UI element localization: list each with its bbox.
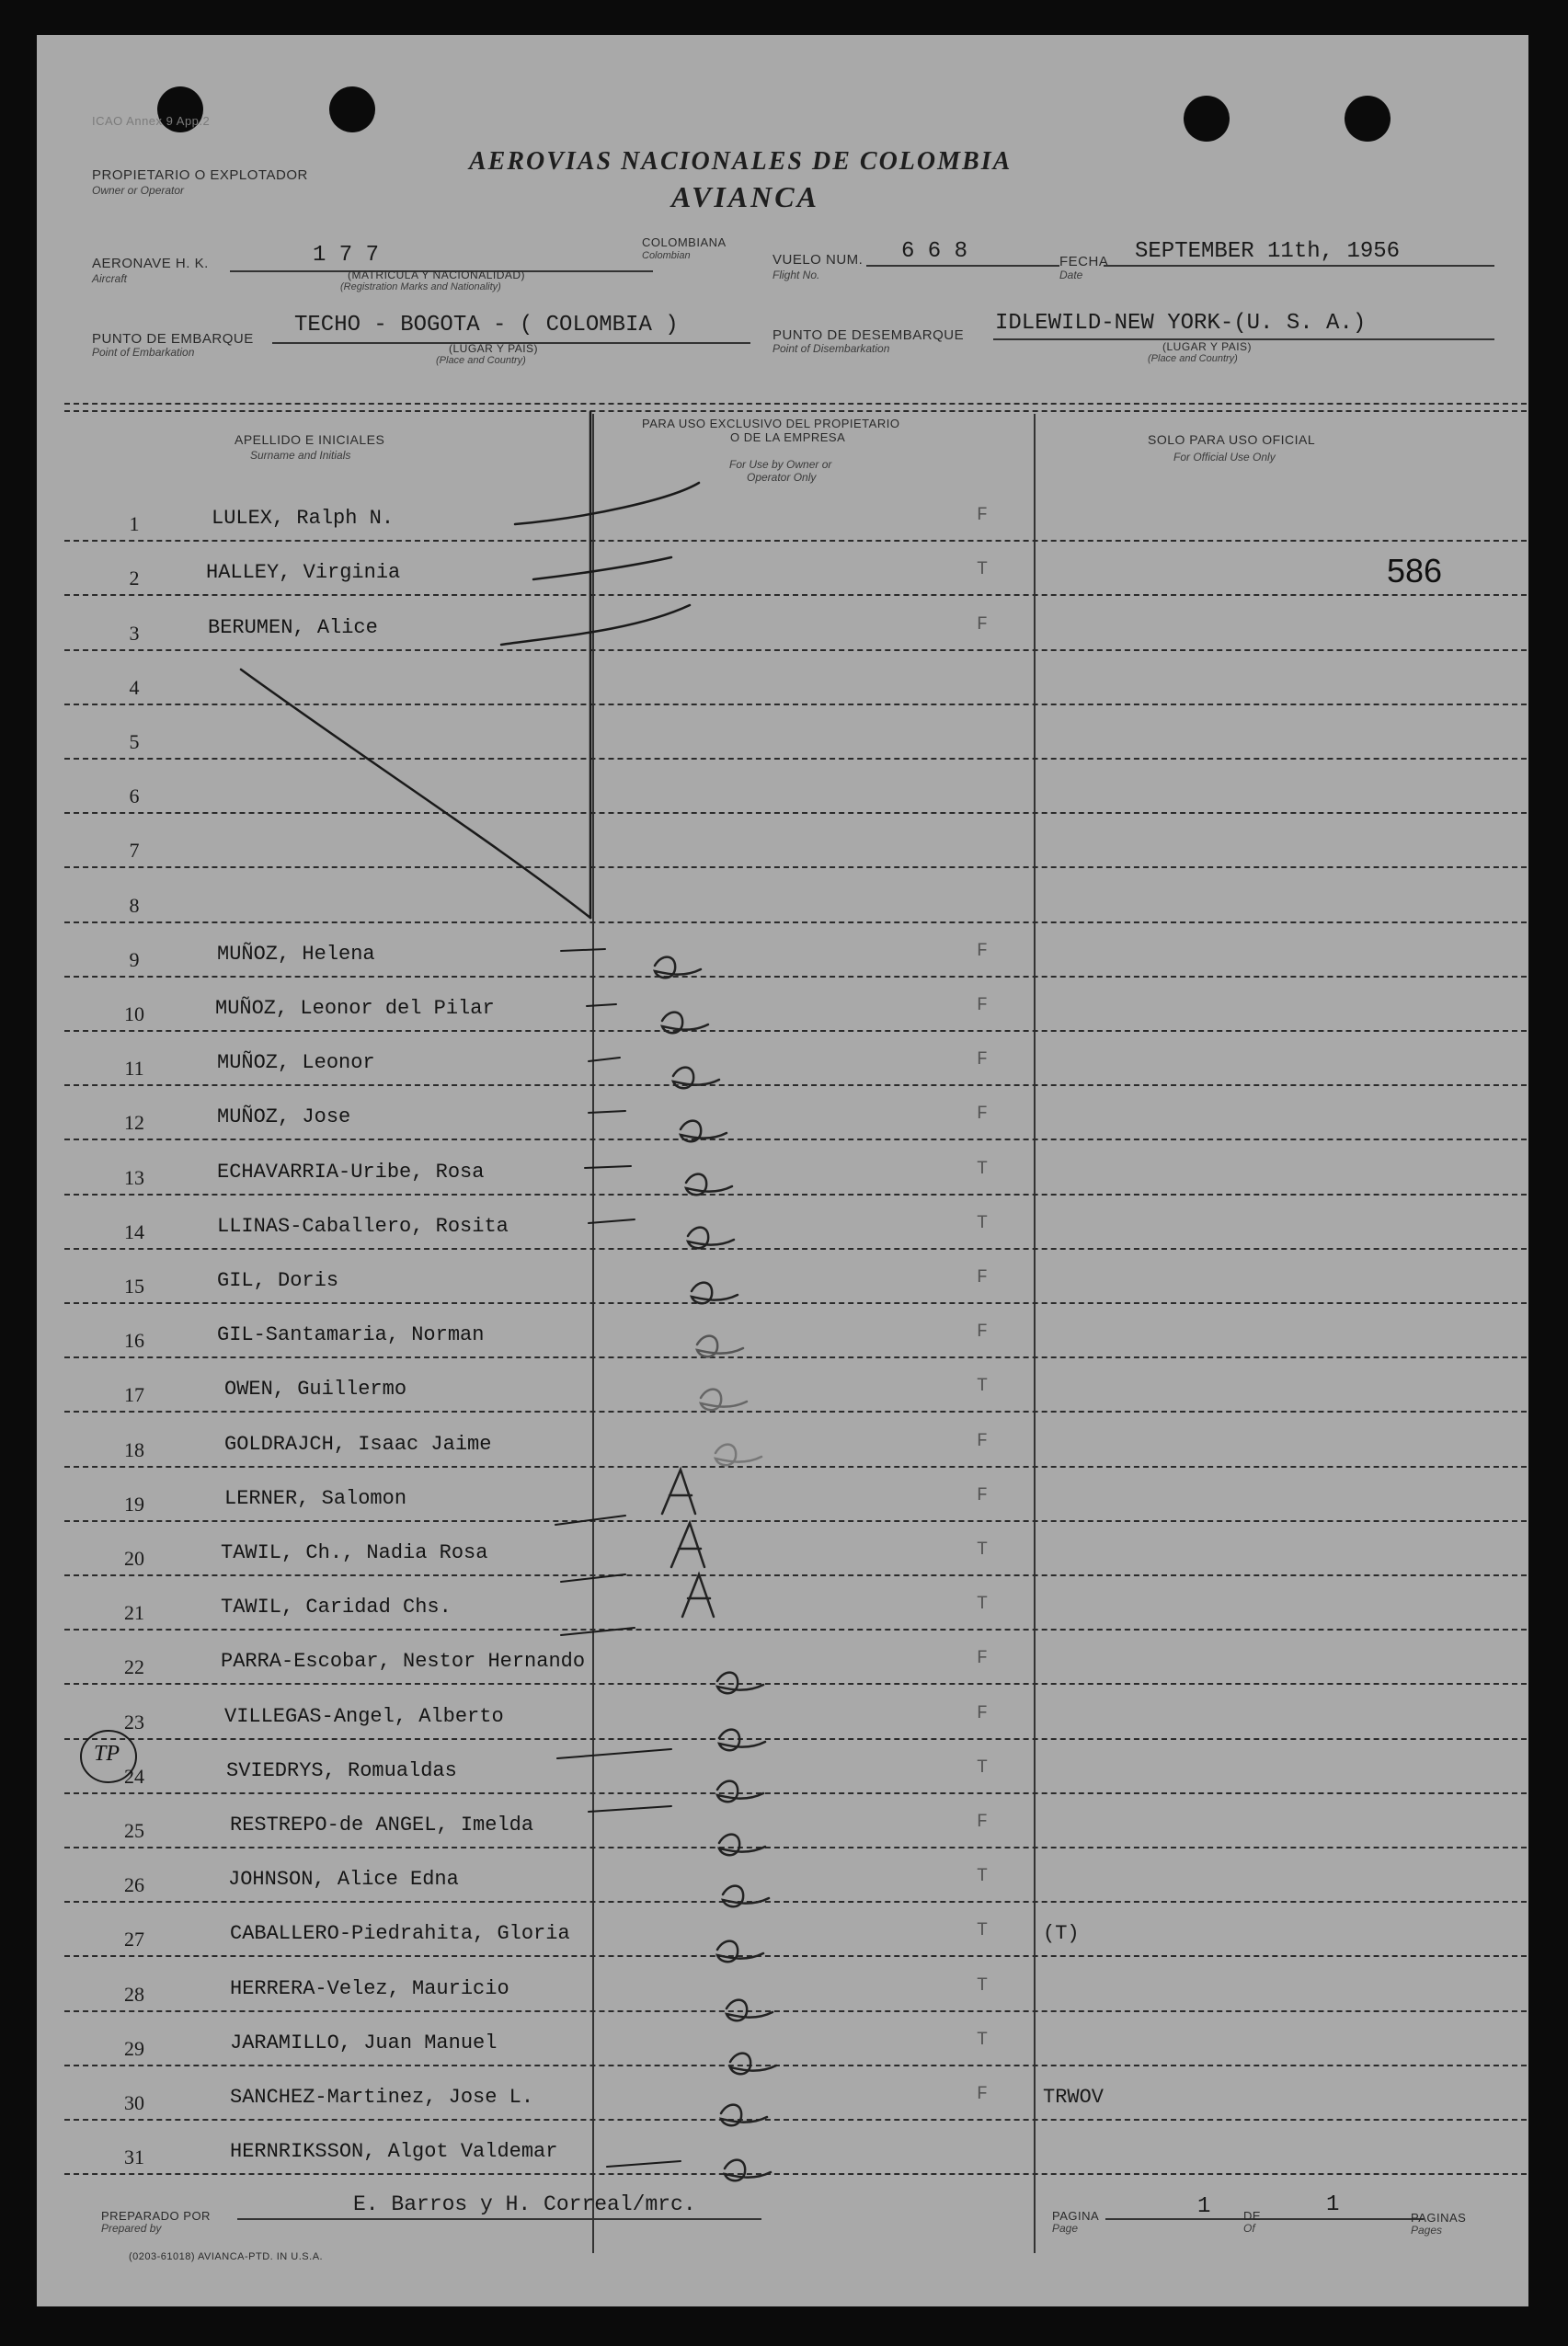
col-header-owner-use-en-2: Operator Only (747, 471, 817, 484)
company-header: AEROVIAS NACIONALES DE COLOMBIA (469, 147, 1013, 176)
embark-label: PUNTO DE EMBARQUE (92, 331, 254, 347)
tick-dash (589, 1219, 635, 1223)
passenger-name: MUÑOZ, Leonor (217, 1051, 375, 1075)
passenger-name: LULEX, Ralph N. (212, 507, 395, 531)
col-header-surname-en: Surname and Initials (250, 449, 351, 462)
form-ref: ICAO Annex 9 App.2 (92, 114, 211, 128)
prepared-label: PREPARADO POR (101, 2209, 211, 2223)
status-code: T (977, 1757, 989, 1779)
handwritten-a (662, 1013, 708, 1034)
row-number: 4 (129, 675, 140, 699)
strike-stroke (515, 483, 699, 524)
status-code: F (977, 2084, 989, 2105)
aircraft-value: 1 7 7 (313, 243, 380, 268)
passenger-name: JARAMILLO, Juan Manuel (230, 2031, 498, 2054)
status-code: T (977, 1158, 989, 1180)
status-code: F (977, 1484, 989, 1506)
tick-dash (557, 1749, 671, 1758)
handwritten-a (655, 957, 701, 978)
handwritten-a (717, 1781, 763, 1802)
passenger-name: OWEN, Guillermo (224, 1378, 407, 1402)
tick-dash (585, 1166, 631, 1168)
row-number: 13 (124, 1165, 144, 1189)
owner-label: PROPIETARIO O EXPLOTADOR (92, 167, 308, 183)
embark-value: TECHO - BOGOTA - ( COLOMBIA ) (294, 313, 679, 338)
of-underline (1276, 2218, 1424, 2220)
row-number: 20 (124, 1547, 144, 1570)
row-number: 25 (124, 1819, 144, 1842)
nationality-label-en: Colombian (642, 250, 691, 261)
handwritten-a (701, 1390, 747, 1411)
status-code: F (977, 505, 989, 527)
col-header-surname: APELLIDO E INICIALES (235, 432, 385, 447)
passenger-name: GIL-Santamaria, Norman (217, 1323, 485, 1347)
row-number: 23 (124, 1710, 144, 1734)
tick-dash (561, 1574, 625, 1582)
strike-stroke (533, 557, 671, 579)
prepared-value: E. Barros y H. Correal/mrc. (353, 2192, 696, 2216)
date-label-en: Date (1059, 269, 1083, 281)
tick-dash (589, 1111, 625, 1113)
tick-dash (561, 949, 605, 951)
page-label-en: Page (1052, 2222, 1079, 2235)
passenger-name: VILLEGAS-Angel, Alberto (224, 1704, 504, 1728)
embark-sub-en: (Place and Country) (436, 355, 526, 366)
row-number: 15 (124, 1275, 144, 1298)
disembark-label: PUNTO DE DESEMBARQUE (773, 327, 965, 343)
handwritten-a (719, 1835, 765, 1856)
passenger-name: CABALLERO-Piedrahita, Gloria (230, 1922, 570, 1946)
row-number: 18 (124, 1437, 144, 1461)
status-code: F (977, 995, 989, 1016)
status-code: T (977, 1974, 989, 1997)
row-number: 14 (124, 1219, 144, 1243)
row-number: 11 (124, 1057, 144, 1081)
page-value: 1 (1197, 2194, 1211, 2219)
status-code: F (977, 613, 989, 635)
status-code: T (977, 1866, 989, 1888)
col-header-official: SOLO PARA USO OFICIAL (1148, 432, 1316, 447)
row-number: 10 (124, 1002, 144, 1025)
passenger-name: HERRERA-Velez, Mauricio (230, 1976, 509, 2000)
embark-sub: (LUGAR Y PAIS) (449, 342, 539, 355)
passenger-name: LERNER, Salomon (224, 1486, 407, 1510)
status-code: T (977, 1920, 989, 1942)
passenger-name: HERNRIKSSON, Algot Valdemar (230, 2140, 558, 2164)
of-label-en: Of (1243, 2222, 1255, 2235)
passenger-name: ECHAVARRIA-Uribe, Rosa (217, 1160, 485, 1184)
handwritten-a (730, 2054, 776, 2075)
tick-dash (555, 1516, 625, 1525)
status-code: T (977, 1594, 989, 1616)
aircraft-sub: (MATRICULA Y NACIONALIDAD) (348, 269, 526, 281)
passenger-name: TAWIL, Ch., Nadia Rosa (221, 1541, 488, 1564)
row-number: 9 (129, 947, 140, 971)
status-code: F (977, 1104, 989, 1126)
handwritten-a (673, 1068, 719, 1089)
handwritten-a (721, 2105, 767, 2126)
row-number: 12 (124, 1111, 144, 1135)
official-note: TRWOV (1043, 2086, 1104, 2109)
date-value: SEPTEMBER 11th, 1956 (1135, 239, 1401, 264)
margin-note: TP (94, 1742, 120, 1766)
aircraft-label-en: Aircraft (92, 272, 128, 285)
stamp-number: 586 (1387, 552, 1443, 589)
tick-dash (607, 2161, 681, 2167)
status-code: T (977, 2029, 989, 2051)
disembark-label-en: Point of Disembarkation (773, 342, 890, 355)
flight-label-en: Flight No. (773, 269, 820, 281)
flight-value: 6 6 8 (901, 239, 968, 264)
passenger-name: MUÑOZ, Jose (217, 1105, 351, 1129)
aircraft-sub-en: (Registration Marks and Nationality) (340, 281, 501, 292)
passenger-name: GIL, Doris (217, 1269, 339, 1292)
row-number: 26 (124, 1873, 144, 1897)
company-name: AVIANCA (671, 180, 819, 213)
tick-dash (561, 1628, 635, 1635)
handwritten-a (725, 2160, 771, 2181)
handwritten-a (688, 1228, 734, 1249)
void-diagonal (241, 669, 590, 918)
page-label: PAGINA (1052, 2209, 1100, 2223)
passenger-name: TAWIL, Caridad Chs. (221, 1596, 452, 1619)
handwritten-a (692, 1283, 738, 1304)
passenger-name: MUÑOZ, Helena (217, 942, 375, 966)
manifest-sheet (37, 35, 1528, 2306)
aircraft-label: AERONAVE H. K. (92, 256, 209, 271)
tick-dash (589, 1058, 620, 1061)
of-value: 1 (1326, 2192, 1340, 2217)
row-number: 2 (129, 566, 140, 590)
handwritten-a (717, 1941, 763, 1963)
row-number: 5 (129, 730, 140, 753)
of-label: DE (1243, 2209, 1262, 2223)
handwritten-a (727, 2000, 773, 2021)
pages-label-en: Pages (1411, 2224, 1443, 2237)
row-number: 28 (124, 1982, 144, 2006)
handwritten-marks (37, 35, 1528, 2306)
handwritten-a (719, 1730, 765, 1751)
prepared-underline (237, 2218, 761, 2220)
col-header-official-en: For Official Use Only (1173, 451, 1276, 463)
status-code: T (977, 1376, 989, 1398)
passenger-name: JOHNSON, Alice Edna (228, 1868, 459, 1892)
official-note: (T) (1043, 1922, 1080, 1946)
strike-stroke (501, 605, 690, 645)
row-number: 27 (124, 1928, 144, 1951)
status-code: F (977, 1322, 989, 1344)
status-code: F (977, 1812, 989, 1833)
passenger-name: MUÑOZ, Leonor del Pilar (215, 997, 495, 1020)
pages-label: PAGINAS (1411, 2211, 1467, 2225)
row-number: 29 (124, 2036, 144, 2060)
handwritten-A (671, 1523, 704, 1567)
row-number: 19 (124, 1492, 144, 1516)
print-ref: (0203-61018) AVIANCA-PTD. IN U.S.A. (129, 2251, 324, 2262)
handwritten-a (717, 1673, 763, 1694)
status-code: T (977, 1212, 989, 1234)
passenger-name: LLINAS-Caballero, Rosita (217, 1214, 509, 1238)
tick-dash (589, 1806, 671, 1812)
row-number: 22 (124, 1655, 144, 1679)
flight-label: VUELO NUM. (773, 252, 864, 268)
embark-label-en: Point of Embarkation (92, 346, 195, 359)
tick-dash (587, 1004, 616, 1006)
row-number: 7 (129, 839, 140, 863)
status-code: F (977, 1648, 989, 1670)
row-number: 31 (124, 2146, 144, 2169)
handwritten-A (682, 1574, 714, 1617)
date-label: FECHA (1059, 254, 1109, 269)
passenger-name: PARRA-Escobar, Nestor Hernando (221, 1650, 586, 1674)
prepared-label-en: Prepared by (101, 2222, 162, 2235)
status-code: T (977, 1539, 989, 1561)
passenger-name: SANCHEZ-Martinez, Jose L. (230, 2086, 534, 2109)
passenger-name: HALLEY, Virginia (206, 561, 401, 585)
status-code: F (977, 940, 989, 962)
handwritten-a (715, 1445, 761, 1466)
row-number: 16 (124, 1329, 144, 1353)
disembark-sub-en: (Place and Country) (1148, 353, 1238, 364)
col-header-owner-use-en: For Use by Owner or (729, 458, 832, 471)
row-number: 1 (129, 512, 140, 536)
row-number: 21 (124, 1601, 144, 1625)
row-number: 24 (124, 1764, 144, 1788)
status-code: F (977, 1430, 989, 1452)
passenger-name: GOLDRAJCH, Isaac Jaime (224, 1432, 492, 1456)
owner-label-en: Owner or Operator (92, 184, 185, 197)
status-code: F (977, 1702, 989, 1724)
handwritten-A (662, 1470, 695, 1514)
handwritten-a (686, 1174, 732, 1196)
handwritten-a (697, 1336, 743, 1357)
status-code: F (977, 1049, 989, 1071)
status-code: F (977, 1267, 989, 1288)
passenger-name: BERUMEN, Alice (208, 615, 378, 639)
status-code: T (977, 559, 989, 581)
row-number: 8 (129, 893, 140, 917)
disembark-value: IDLEWILD-NEW YORK-(U. S. A.) (995, 311, 1367, 336)
nationality-label: COLOMBIANA (642, 235, 727, 249)
row-number: 6 (129, 784, 140, 808)
handwritten-a (681, 1121, 727, 1142)
disembark-sub: (LUGAR Y PAIS) (1162, 340, 1253, 353)
passenger-name: RESTREPO-de ANGEL, Imelda (230, 1814, 534, 1837)
handwritten-a (723, 1886, 769, 1907)
row-number: 30 (124, 2091, 144, 2114)
col-header-owner-use: PARA USO EXCLUSIVO DEL PROPIETARIO (642, 417, 900, 430)
col-header-owner-use-2: O DE LA EMPRESA (730, 430, 846, 444)
passenger-name: SVIEDRYS, Romualdas (226, 1758, 457, 1782)
row-number: 3 (129, 621, 140, 645)
row-number: 17 (124, 1383, 144, 1407)
